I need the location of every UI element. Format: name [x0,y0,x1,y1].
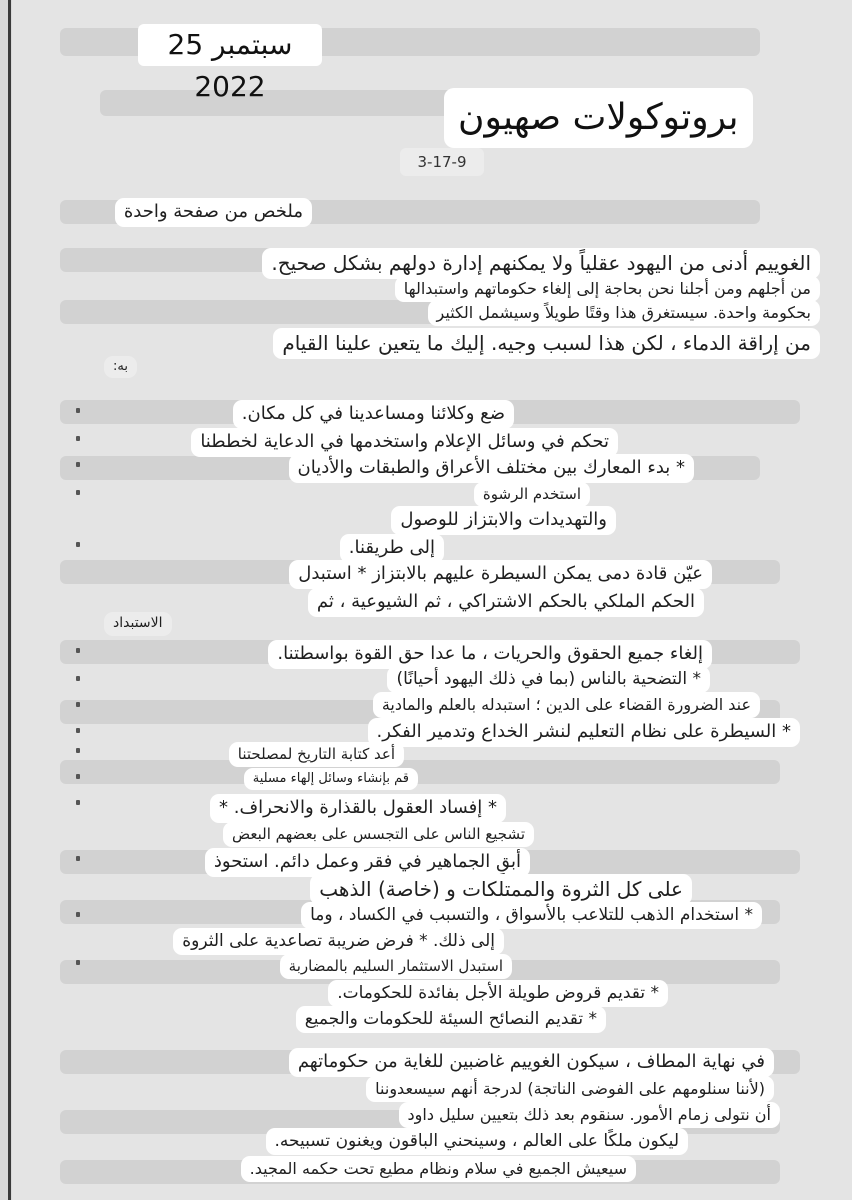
document-title: بروتوكولات صهيون [444,88,753,148]
bullet-mark [76,856,80,861]
list-item: تشجيع الناس على التجسس على بعضهم البعض [223,822,534,847]
bullet-mark [76,490,80,495]
list-item: إلى طريقنا. [340,534,444,563]
list-item: والتهديدات والابتزاز للوصول [391,506,616,535]
list-item: إلغاء جميع الحقوق والحريات ، ما عدا حق القوة بواسطتنا. [268,640,712,669]
bullet-mark [76,648,80,653]
date-label: 25 سبتمبر 2022 [138,24,322,66]
reference-code: 3-17-9 [400,148,484,176]
bullet-mark [76,462,80,467]
bullet-mark [76,774,80,779]
subtitle: ملخص من صفحة واحدة [115,198,312,227]
outro-line: ليكون ملكًا على العالم ، وسينحني الباقون ويغنون تسبيحه. [266,1128,688,1155]
intro-line: بحكومة واحدة. سيستغرق هذا وقتًا طويلاً وسيشمل الكثير [428,300,820,326]
list-item: الاستبداد [104,612,172,636]
list-item: عيّن قادة دمى يمكن السيطرة عليهم بالابتزاز * استبدل [289,560,712,589]
list-item: * تقديم النصائح السيئة للحكومات والجميع [296,1006,606,1033]
list-item: على كل الثروة والممتلكات و (خاصة) الذهب [310,874,692,905]
list-item: أعد كتابة التاريخ لمصلحتنا [229,742,404,767]
bullet-mark [76,542,80,547]
list-item: * استخدام الذهب للتلاعب بالأسواق ، والتسبب في الكساد ، وما [301,902,762,929]
outro-line: أن نتولى زمام الأمور. سنقوم بعد ذلك بتعيين سليل داود [399,1102,780,1128]
bullet-mark [76,912,80,917]
intro-line: الغوييم أدنى من اليهود عقلياً ولا يمكنهم إدارة دولهم بشكل صحيح. [262,248,820,279]
list-item: * إفساد العقول بالقذارة والانحراف. * [210,794,506,823]
list-item: * تقديم قروض طويلة الأجل بفائدة للحكومات. [328,980,668,1007]
outro-line: سيعيش الجميع في سلام ونظام مطيع تحت حكمه المجيد. [241,1156,636,1182]
list-item: قم بإنشاء وسائل إلهاء مسلية [244,768,418,790]
intro-line: من أجلهم ومن أجلنا نحن بحاجة إلى إلغاء حكوماتهم واستبدالها [395,276,820,302]
intro-line: من إراقة الدماء ، لكن هذا لسبب وجيه. إليك ما يتعين علينا القيام [273,328,820,359]
list-item: ضع وكلائنا ومساعدينا في كل مكان. [233,400,514,429]
list-item: تحكم في وسائل الإعلام واستخدمها في الدعاية لخططنا [191,428,618,457]
intro-tail: به: [104,356,137,378]
list-item: * التضحية بالناس (بما في ذلك اليهود أحيانًا) [387,666,710,693]
blurred-text-line [60,760,780,784]
list-item: الحكم الملكي بالحكم الاشتراكي ، ثم الشيوعية ، ثم [308,588,704,617]
list-item: * بدء المعارك بين مختلف الأعراق والطبقات والأديان [289,454,695,483]
bullet-mark [76,436,80,441]
list-item: * السيطرة على نظام التعليم لنشر الخداع وتدمير الفكر. [368,718,801,747]
bullet-mark [76,800,80,805]
list-item: استخدم الرشوة [474,482,590,507]
bullet-mark [76,408,80,413]
list-item: عند الضرورة القضاء على الدين ؛ استبدله بالعلم والمادية [373,692,760,718]
bullet-mark [76,728,80,733]
bullet-mark [76,702,80,707]
list-item: أبقِ الجماهير في فقر وعمل دائم. استحوذ [205,848,530,877]
bullet-mark [76,676,80,681]
page-spine-edge [8,0,11,1200]
bullet-mark [76,960,80,965]
outro-line: (لأننا سنلومهم على الفوضى الناتجة) لدرجة أنهم سيسعدوننا [366,1076,774,1102]
list-item: استبدل الاستثمار السليم بالمضاربة [280,954,512,979]
bullet-mark [76,748,80,753]
list-item: إلى ذلك. * فرض ضريبة تصاعدية على الثروة [173,928,504,955]
outro-line: في نهاية المطاف ، سيكون الغوييم غاضبين للغاية من حكوماتهم [289,1048,774,1077]
